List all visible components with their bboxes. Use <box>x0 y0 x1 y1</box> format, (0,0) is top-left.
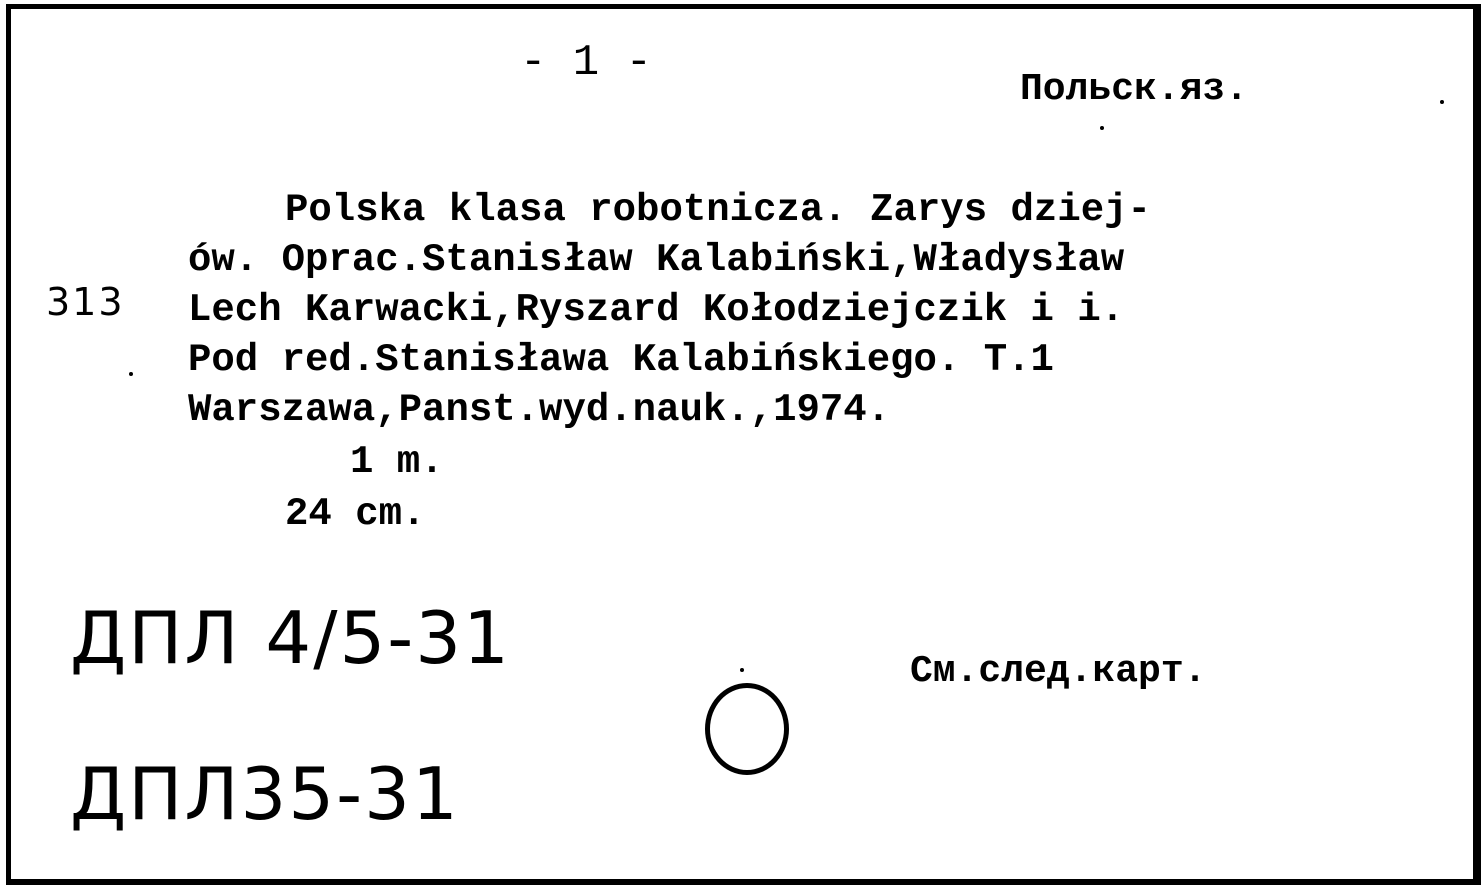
shelfmark-1: ДПЛ 4/5-31 <box>70 596 511 680</box>
speck <box>1440 100 1444 104</box>
body-line-2: ów. Oprac.Stanisław Kalabiński,Władysław <box>188 238 1125 282</box>
page-number: - 1 - <box>520 38 653 88</box>
body-line-5: Warszawa,Panst.wyd.nauk.,1974. <box>188 388 891 432</box>
speck <box>740 668 744 672</box>
margin-note: 313 <box>46 280 125 324</box>
body-line-3: Lech Karwacki,Ryszard Kołodziejczik i i. <box>188 288 1125 332</box>
shelfmark-2: ДПЛ35-31 <box>70 752 460 836</box>
language-heading: Польск.яз. <box>1020 68 1249 111</box>
extent: 1 m. <box>350 440 444 484</box>
size: 24 cm. <box>285 492 426 536</box>
speck <box>1100 126 1104 130</box>
punch-hole <box>705 683 789 775</box>
see-next-card: См.след.карт. <box>910 650 1207 693</box>
body-line-1: Polska klasa robotnicza. Zarys dziej- <box>285 188 1151 232</box>
speck <box>129 372 133 376</box>
body-line-4: Pod red.Stanisława Kalabińskiego. T.1 <box>188 338 1054 382</box>
